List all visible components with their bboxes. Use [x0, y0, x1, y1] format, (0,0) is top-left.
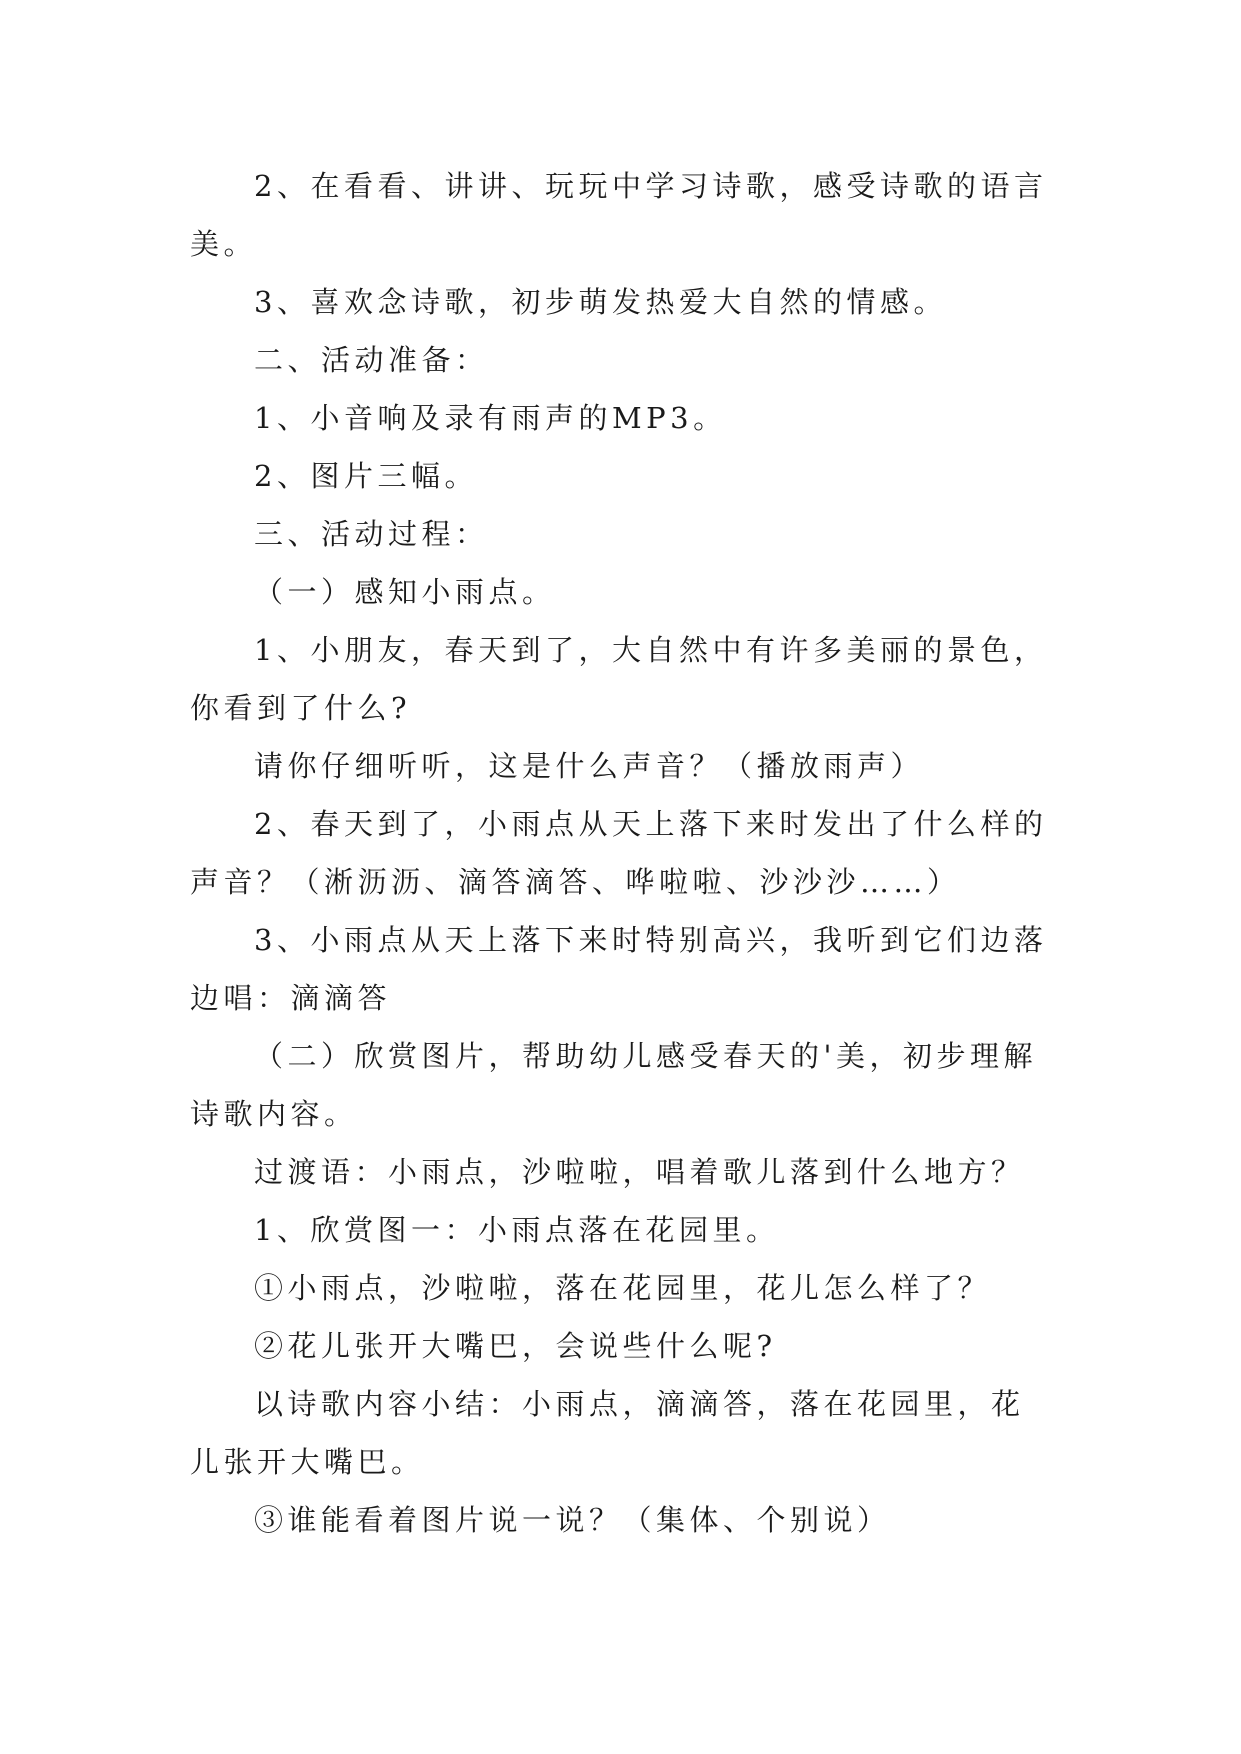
paragraph-question-3: ③谁能看着图片说一说？（集体、个别说）	[254, 1503, 891, 1537]
document-body	[190, 157, 1050, 1549]
paragraph-goal-3: 3、喜欢念诗歌，初步萌发热爱大自然的情感。	[254, 285, 947, 319]
paragraph-step-3: 3、小雨点从天上落下来时特别高兴，我听到它们边落边唱：滴滴答	[190, 923, 1048, 1015]
subheading-part-2: （二）欣赏图片，帮助幼儿感受春天的'美，初步理解诗歌内容。	[190, 1039, 1037, 1131]
paragraph-prep-2: 2、图片三幅。	[254, 459, 478, 493]
paragraph-summary: 以诗歌内容小结：小雨点，滴滴答，落在花园里，花儿张开大嘴巴。	[190, 1387, 1025, 1479]
heading-process: 三、活动过程：	[254, 517, 489, 551]
paragraph-question-2: ②花儿张开大嘴巴，会说些什么呢?	[254, 1329, 777, 1363]
paragraph-step-1: 1、小朋友，春天到了，大自然中有许多美丽的景色，你看到了什么?	[190, 633, 1048, 725]
subheading-part-1: （一）感知小雨点。	[254, 575, 556, 609]
paragraph-prep-1: 1、小音响及录有雨声的MP3。	[254, 401, 727, 435]
paragraph-transition: 过渡语：小雨点，沙啦啦，唱着歌儿落到什么地方？	[254, 1155, 1025, 1189]
heading-preparation: 二、活动准备：	[254, 343, 489, 377]
paragraph-step-2: 2、春天到了，小雨点从天上落下来时发出了什么样的声音？（淅沥沥、滴答滴答、哗啦啦、沙沙沙……）	[190, 807, 1048, 899]
paragraph-goal-2: 2、在看看、讲讲、玩玩中学习诗歌，感受诗歌的语言美。	[190, 169, 1048, 261]
paragraph-listen: 请你仔细听听，这是什么声音？（播放雨声）	[254, 749, 925, 783]
paragraph-question-1: ①小雨点，沙啦啦，落在花园里，花儿怎么样了？	[254, 1271, 992, 1305]
paragraph-picture-1: 1、欣赏图一：小雨点落在花园里。	[254, 1213, 780, 1247]
